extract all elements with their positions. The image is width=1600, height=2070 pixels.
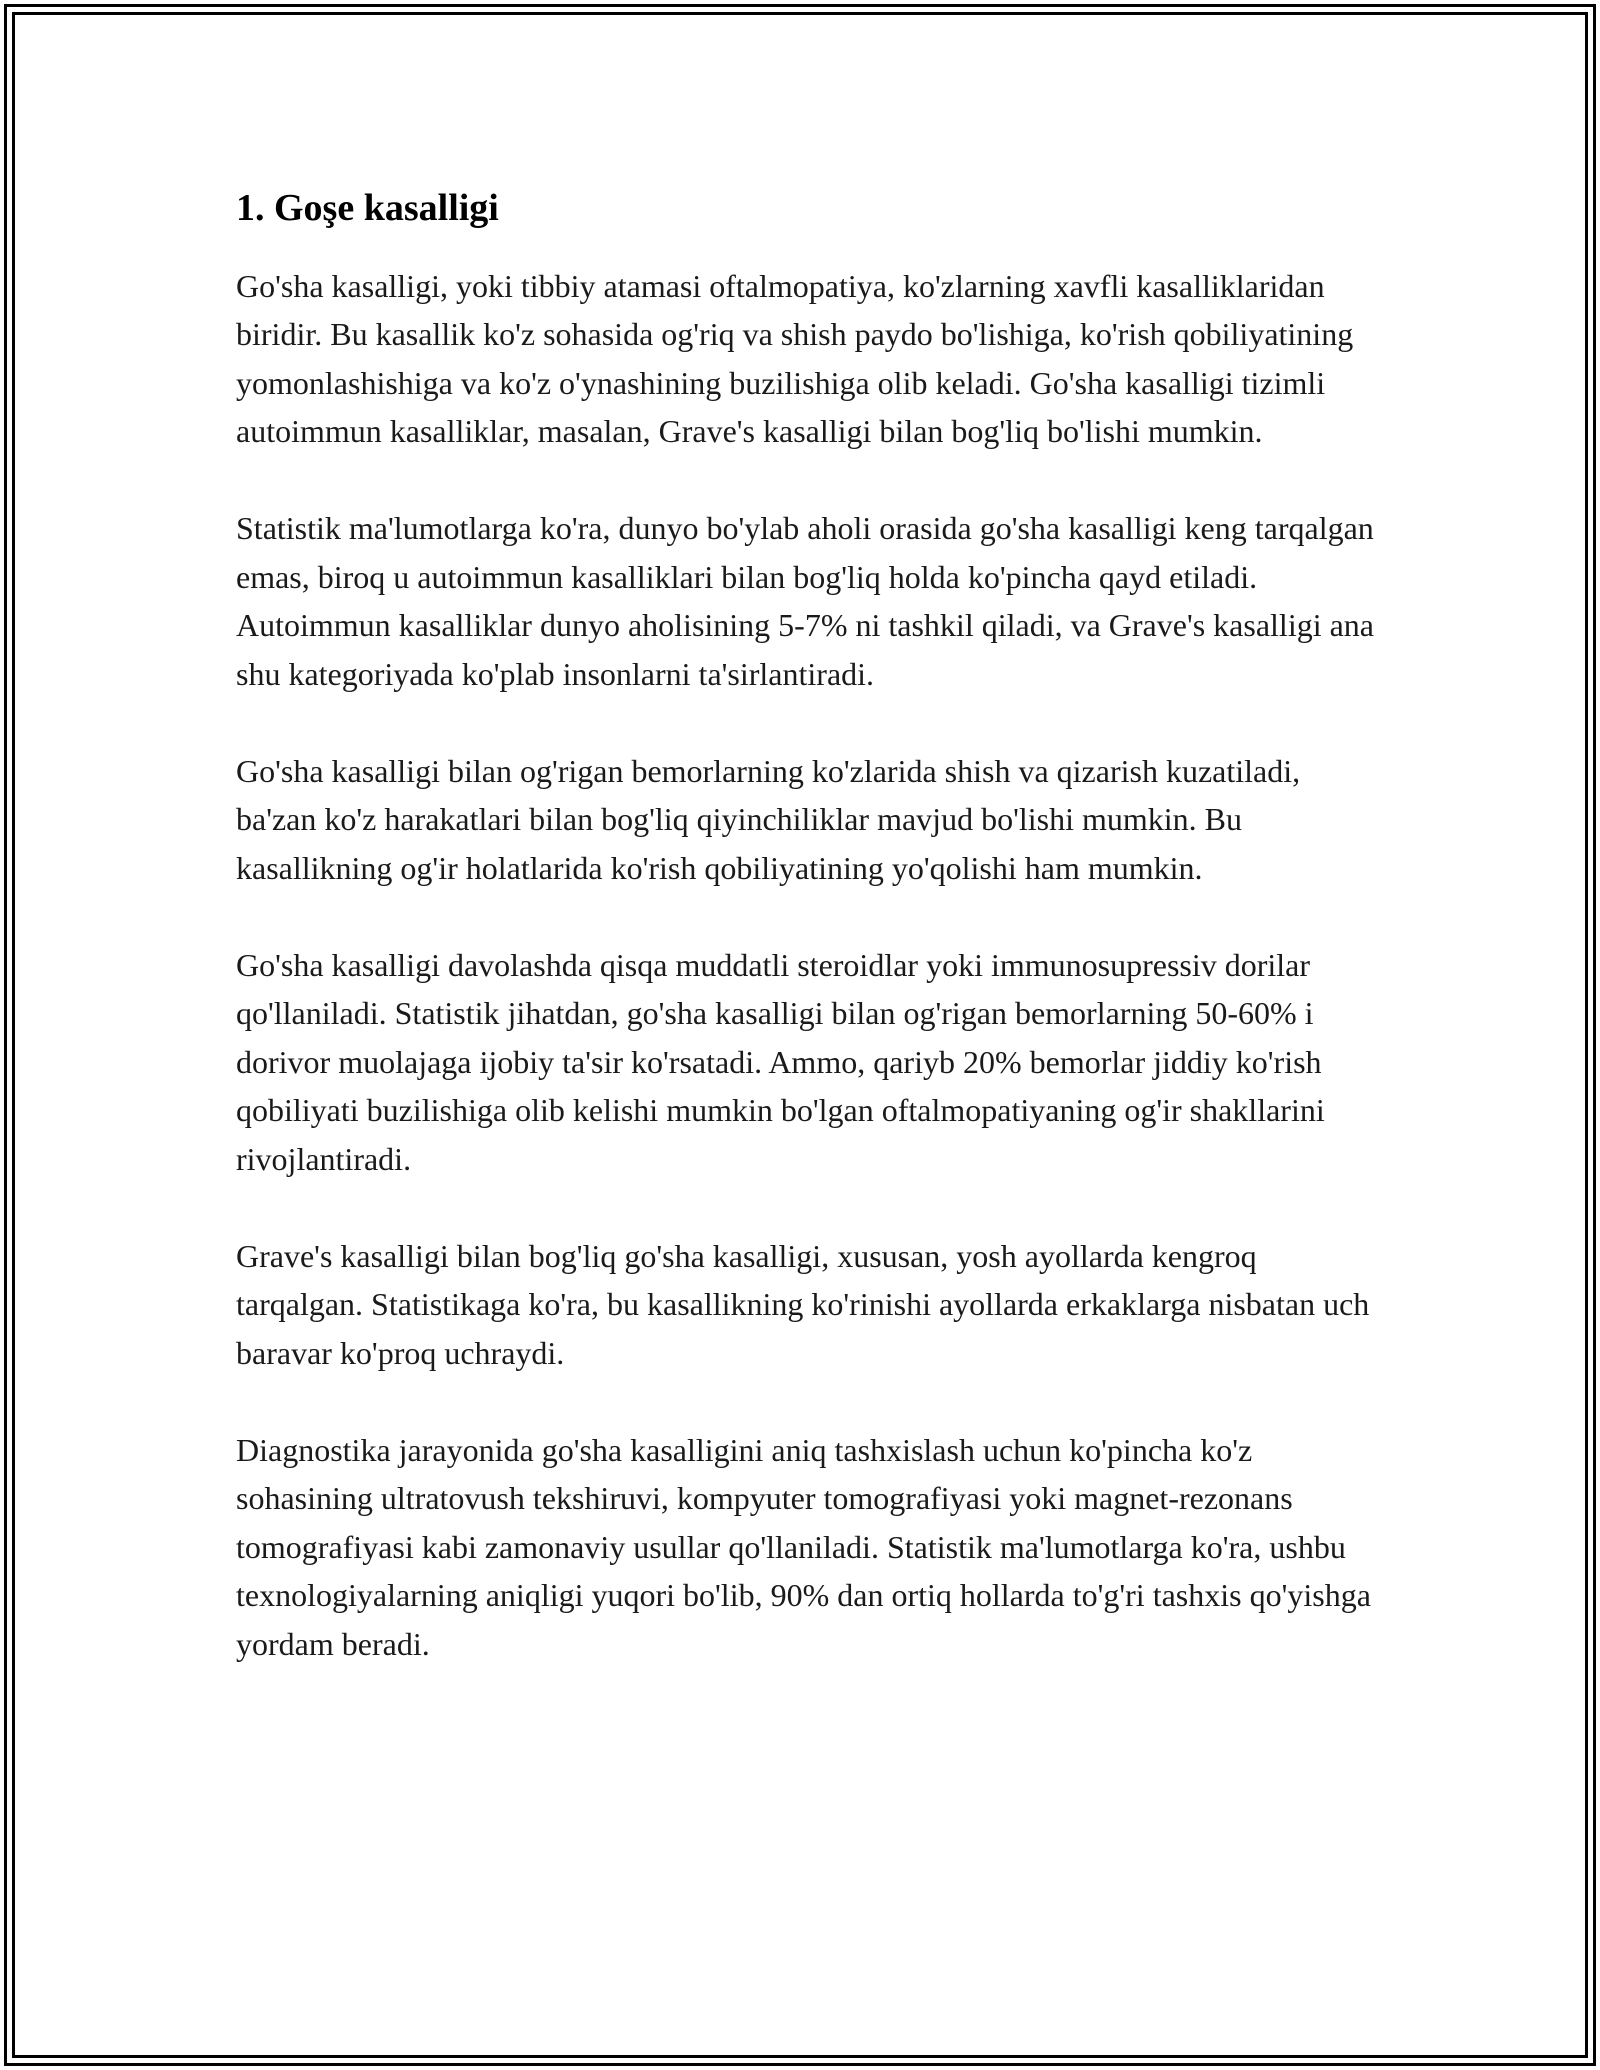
- document-body: [236, 186, 1376, 1717]
- paragraph-symptoms: Go'sha kasalligi bilan og'rigan bemorlarning ko'zlarida shish va qizarish kuzatiladi, ba'zan ko'z harakatlari bilan bog'liq qiyinchiliklar mavjud bo'lishi mumkin. Bu kasallikning og'ir holatlarida ko'rish qobiliyatining yo'qolishi ham mumkin.: [236, 752, 1301, 886]
- paragraph-diagnostics: Diagnostika jarayonida go'sha kasalligini aniq tashxislash uchun ko'pincha ko'z sohasining ultratovush tekshiruvi, kompyuter tomografiyasi yoki magnet-rezonans tomografiyasi kabi zamonaviy usullar qo'llaniladi. Statistik ma'lumotlarga ko'ra, ushbu texnologiyalarning aniqligi yuqori bo'lib, 90% dan ortiq hollarda to'g'ri tashxis qo'yishga yordam beradi.: [236, 1431, 1371, 1662]
- paragraph-definition: Go'sha kasalligi, yoki tibbiy atamasi oftalmopatiya, ko'zlarning xavfli kasalliklaridan biridir. Bu kasallik ko'z sohasida og'riq va shish paydo bo'lishiga, ko'rish qobiliyatining yomonlashishiga va ko'z o'ynashining buzilishiga olib keladi. Go'sha kasalligi tizimli autoimmun kasalliklar, masalan, Grave's kasalligi bilan bog'liq bo'lishi mumkin.: [236, 267, 1354, 450]
- paragraph-prevalence: Grave's kasalligi bilan bog'liq go'sha kasalligi, xususan, yosh ayollarda kengroq tarqalgan. Statistikaga ko'ra, bu kasallikning ko'rinishi ayollarda erkaklarga nisbatan uch baravar ko'proq uchraydi.: [236, 1237, 1370, 1371]
- section-heading: 1. Goşe kasalligi: [236, 187, 499, 229]
- paragraph-treatment: Go'sha kasalligi davolashda qisqa muddatli steroidlar yoki immunosupressiv dorilar qo'llaniladi. Statistik jihatdan, go'sha kasalligi bilan og'rigan bemorlarning 50-60% i dorivor muolajaga ijobiy ta'sir ko'rsatadi. Ammo, qariyb 20% bemorlar jiddiy ko'rish qobiliyati buzilishiga olib kelishi mumkin bo'lgan oftalmopatiyaning og'ir shakllarini rivojlantiradi.: [236, 946, 1325, 1177]
- paragraph-statistics: Statistik ma'lumotlarga ko'ra, dunyo bo'ylab aholi orasida go'sha kasalligi keng tarqalgan emas, biroq u autoimmun kasalliklari bilan bog'liq holda ko'pincha qayd etiladi. Autoimmun kasalliklar dunyo aholisining 5-7% ni tashkil qiladi, va Grave's kasalligi ana shu kategoriyada ko'plab insonlarni ta'sirlantiradi.: [236, 510, 1374, 692]
